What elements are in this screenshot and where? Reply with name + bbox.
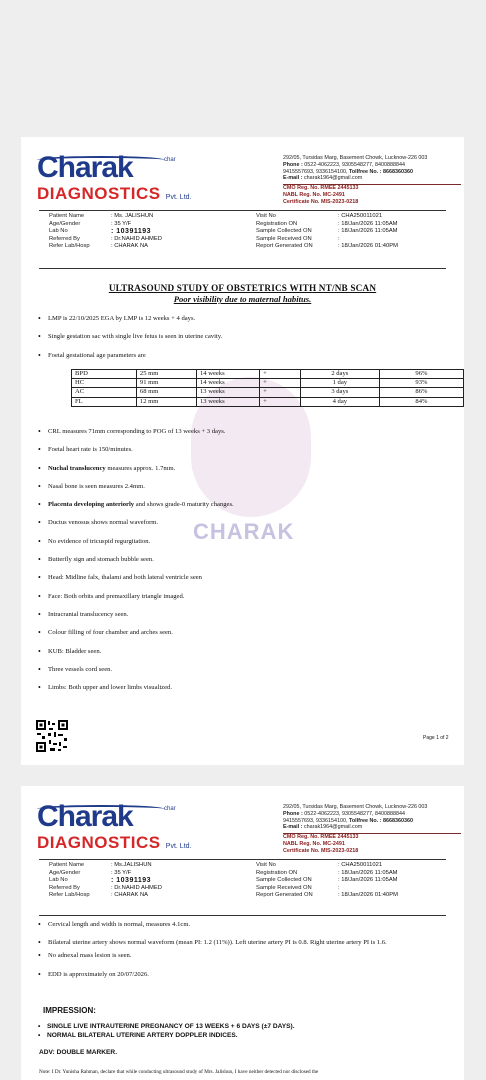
field-value: : 18/Jan/2026 11:05AM [338,220,398,227]
logo-sub-text: DIAGNOSTICS Pvt. Ltd. [37,184,192,203]
registration-box: CMO Reg. No. RMEE 2445133 NABL Reg. No. MC-2491 Certificate No. MIS-2023-0218 [283,184,461,205]
logo-sup-text: char [164,806,176,812]
patient-info-row [49,243,458,251]
finding-item: • Foetal heart rate is 150/minutes. [35,445,455,463]
field-label: Visit No [256,862,276,868]
finding-item: • Colour filling of four chamber and arches seen. [35,628,455,646]
phone-line-2: 9415557693, 9336154100, Tollfree No. : 8668360360 [283,168,413,175]
biometry-cell: 13 weeks [196,397,259,406]
finding-item: • No adnexal mass lesion is seen. [35,951,455,969]
patient-info-row [49,228,458,236]
patient-info [49,213,458,251]
report-title: ULTRASOUND STUDY OF OBSTETRICS WITH NT/NB SCAN [108,283,377,293]
address: 292/05, Tursidas Marg, Basement Chowk, Lucknow-226 003 [283,804,428,810]
field-label: Lab No [49,228,68,234]
field-value: : Dr.NAHID AHMED [111,235,162,242]
field-label: Patient Name [49,213,85,219]
biometry-cell: 1 day [300,379,379,388]
field-value: : CHA250011021 [338,862,383,868]
biometry-row [72,388,464,397]
biometry-cell: FL [72,397,137,406]
header-divider [39,210,446,211]
lab-address-block [283,804,461,855]
findings-list-continued [35,427,455,701]
biometry-cell: 86% [379,388,463,397]
finding-item: • Limbs: Both upper and lower limbs visualized. [35,683,455,701]
field-value: : CHA250011021 [338,213,383,219]
field-label: Patient Name [49,862,85,868]
field-value: : 18/Jan/2026 11:05AM [338,877,398,883]
biometry-row [72,397,464,406]
field-label: Sample Received ON [256,235,312,242]
phone-line: Phone : 0522-4062223, 9305548277, 8400888844 [283,810,405,817]
field-value: : Ms.JALISHUN [111,862,152,868]
finding-item: • Bilateral uterine artery shows normal waveform (mean PI: 1.2 (11%)). Left uterine artery PI is 0.8. Right uterine artery PI is 1.6. [35,938,455,951]
finding-item: • Butterfly sign and stomach bubble seen. [35,555,455,573]
field-label: Referred By [49,235,80,242]
registration-box: CMO Reg. No. RMEE 2445133 NABL Reg. No. MC-2491 Certificate No. MIS-2023-0218 [283,833,461,854]
header-divider [39,859,446,860]
report-page-2 [21,786,464,1080]
finding-item: • Three vessels cord seen. [35,665,455,683]
field-label: Report Generated ON [256,892,313,898]
lab-address-block [283,155,461,206]
logo-swoosh-icon [37,156,165,164]
field-value: : 10391193 [111,228,152,235]
biometry-cell: 14 weeks [196,370,259,379]
email-line: E-mail : charak1964@gmail.com [283,824,363,831]
biometry-cell: 2 days [300,370,379,379]
field-value: : CHARAK NA [111,243,149,249]
patient-info-row [49,870,458,878]
biometry-cell: 93% [379,379,463,388]
logo-swoosh-icon [37,805,165,813]
address: 292/05, Tursidas Marg, Basement Chowk, Lucknow-226 003 [283,155,428,161]
qr-code-icon [35,719,69,753]
biometry-cell: AC [72,388,137,397]
field-label: Registration ON [256,220,298,227]
finding-item: • Foetal gestational age parameters are [35,351,455,369]
biometry-cell: 13 weeks [196,388,259,397]
field-label: Sample Collected ON [256,877,312,883]
finding-item: • Nasal bone is seen measures 2.4mm. [35,482,455,500]
biometry-cell: + [260,397,301,406]
patient-info-row [49,877,458,885]
finding-item: • Ductus venosus shows normal waveform. [35,518,455,536]
finding-item: • Intracranial translucency seen. [35,610,455,628]
field-value: : 18/Jan/2026 11:05AM [338,228,398,234]
biometry-cell: 96% [379,370,463,379]
finding-item: • No evidence of tricuspid regurgitation. [35,537,455,555]
watermark-text: CHARAK [193,519,295,544]
field-label: Sample Collected ON [256,228,312,234]
logo-main-text: Charak [37,151,133,184]
field-label: Refer Lab/Hosp [49,892,90,898]
impression-item: • SINGLE LIVE INTRAUTERINE PREGNANCY OF 13 WEEKS + 6 DAYS (±7 DAYS). [35,1022,295,1031]
patient-info-row [49,221,458,229]
field-label: Referred By [49,884,80,891]
phone-line-2: 9415557693, 9336154100, Tollfree No. : 8668360360 [283,817,413,824]
biometry-cell: HC [72,379,137,388]
declaration-note: Note: I Dr. Yunisha Rahman, declare that while conducting ultrasound study of Mrs. Jalishun, I have neither detected nor disclosed the [39,1069,319,1075]
logo-sub-text: DIAGNOSTICS Pvt. Ltd. [37,833,192,852]
patient-info [49,862,458,900]
field-label: Registration ON [256,869,298,876]
biometry-table [71,369,464,407]
advice: ADV: DOUBLE MARKER. [39,1049,118,1056]
impression-item: • NORMAL BILATERAL UTERINE ARTERY DOPPLER INDICES. [35,1031,295,1040]
biometry-cell: 68 mm [136,388,196,397]
biometry-cell: 12 mm [136,397,196,406]
finding-item: • LMP is 22/10/2025 EGA by LMP is 12 weeks + 4 days. [35,314,455,332]
page-number: Page 1 of 2 [423,735,449,741]
impression-list [35,1022,295,1040]
email-line: E-mail : charak1964@gmail.com [283,175,363,182]
patient-info-row [49,892,458,900]
field-value: : Ms. JALISHUN [111,213,154,219]
biometry-cell: + [260,370,301,379]
charak-logo [37,153,191,207]
field-value: : 18/Jan/2026 01:40PM [338,243,398,249]
biometry-cell: 84% [379,397,463,406]
biometry-cell: 14 weeks [196,379,259,388]
biometry-cell: + [260,379,301,388]
field-value: : 10391193 [111,877,152,884]
field-label: Report Generated ON [256,243,313,249]
field-value: : 18/Jan/2026 11:05AM [338,869,398,876]
finding-item: • Single gestation sac with single live fetus is seen in uterine cavity. [35,332,455,350]
field-label: Refer Lab/Hosp [49,243,90,249]
biometry-cell: BPD [72,370,137,379]
info-divider [39,915,446,916]
field-label: Age/Gender [49,869,81,876]
field-value: : [338,235,340,242]
finding-item: • CRL measures 71mm corresponding to POG of 13 weeks + 3 days. [35,427,455,445]
biometry-cell: + [260,388,301,397]
finding-item: • Nuchal translucency measures approx. 1.7mm. [35,464,455,482]
finding-item: • Placenta developing anteriorly and shows grade-0 maturity changes. [35,500,455,518]
biometry-cell: 4 day [300,397,379,406]
field-value: : [338,884,340,891]
field-label: Lab No [49,877,68,883]
finding-item: • EDD is approximately on 20/07/2026. [35,970,455,988]
patient-info-row [49,236,458,244]
biometry-row [72,370,464,379]
field-value: : 18/Jan/2026 01:40PM [338,892,398,898]
impression-title: IMPRESSION: [43,1006,96,1015]
logo-main-text: Charak [37,800,133,833]
field-label: Sample Received ON [256,884,312,891]
finding-item: • KUB: Bladder seen. [35,647,455,665]
report-page-1 [21,137,464,765]
patient-info-row [49,862,458,870]
finding-item: • Cervical length and width is normal, measures 4.1cm. [35,920,455,938]
biometry-cell: 3 days [300,388,379,397]
biometry-cell: 25 mm [136,370,196,379]
patient-info-row [49,885,458,893]
finding-item: • Face: Both orbits and premaxillary triangle imaged. [35,592,455,610]
report-subtitle: Poor visibility due to maternal habitus. [173,294,312,304]
findings-list-page-2 [35,920,455,988]
patient-info-row [49,213,458,221]
field-value: : 35 Y/F [111,869,132,876]
info-divider [39,268,446,269]
logo-sup-text: char [164,157,176,163]
field-label: Visit No [256,213,276,219]
findings-list [35,314,455,369]
field-value: : 35 Y/F [111,220,132,227]
field-value: : CHARAK NA [111,892,149,898]
phone-line: Phone : 0522-4062223, 9305548277, 8400888844 [283,161,405,168]
finding-item: • Head: Midline falx, thalami and both lateral ventricle seen [35,573,455,591]
biometry-cell: 91 mm [136,379,196,388]
field-label: Age/Gender [49,220,81,227]
biometry-row [72,379,464,388]
field-value: : Dr.NAHID AHMED [111,884,162,891]
charak-logo [37,802,191,856]
